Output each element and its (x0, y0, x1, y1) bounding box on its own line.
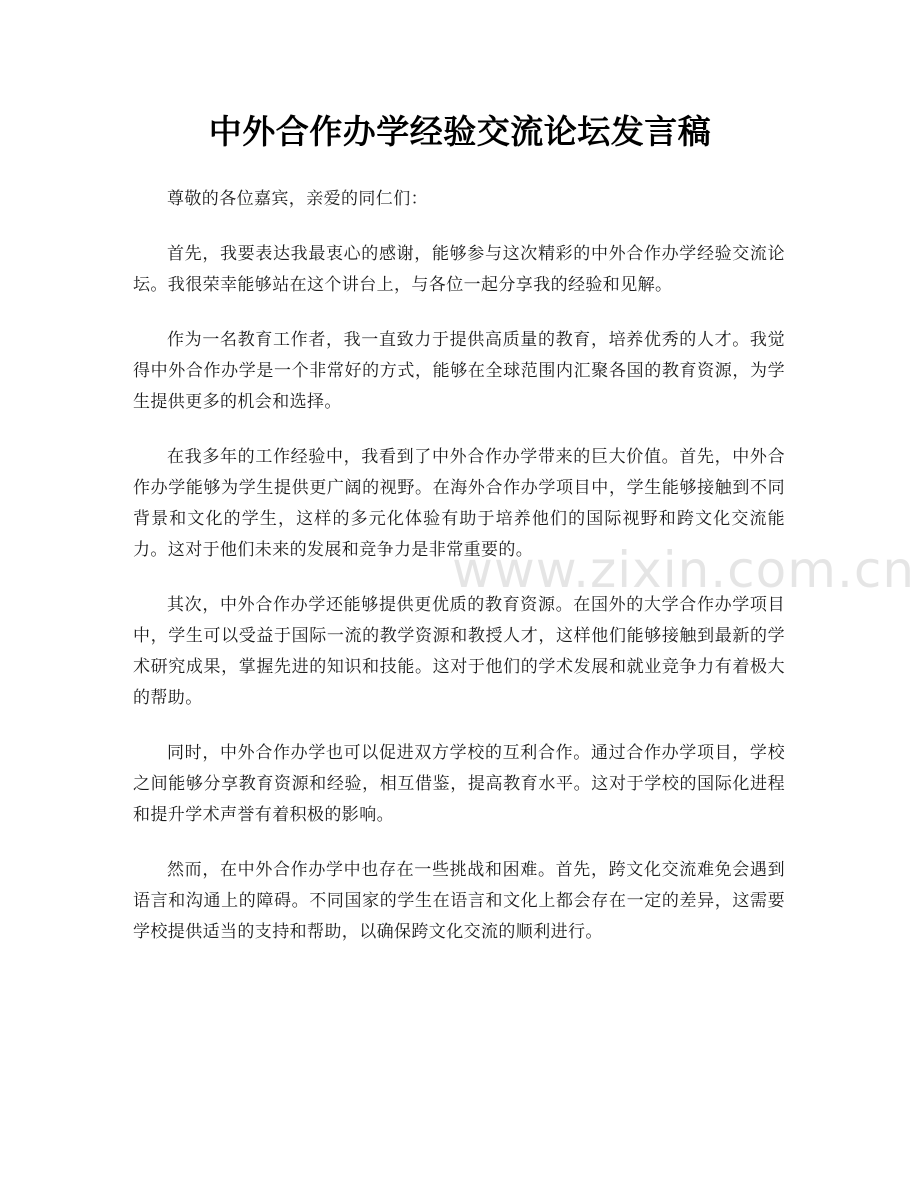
paragraph: 在我多年的工作经验中，我看到了中外合作办学带来的巨大价值。首先，中外合作办学能够为学生提供更广阔的视野。在海外合作办学项目中，学生能够接触到不同背景和文化的学生，这样的多元化体验有助于培养他们的国际视野和跨文化交流能力。这对于他们未来的发展和竞争力是非常重要的。 (133, 447, 785, 560)
paragraph: 其次，中外合作办学还能够提供更优质的教育资源。在国外的大学合作办学项目中，学生可以受益于国际一流的教学资源和教授人才，这样他们能够接触到最新的学术研究成果，掌握先进的知识和技能。这对于他们的学术发展和就业竞争力有着极大的帮助。 (133, 595, 785, 708)
paragraph-salutation: 尊敬的各位嘉宾，亲爱的同仁们： (167, 189, 428, 209)
document-title: 中外合作办学经验交流论坛发言稿 (208, 112, 712, 151)
watermark: www.zixin.com.cn (452, 541, 916, 599)
paragraph: 同时，中外合作办学也可以促进双方学校的互利合作。通过合作办学项目，学校之间能够分享教育资源和经验，相互借鉴，提高教育水平。这对于学校的国际化进程和提升学术声誉有着积极的影响。 (133, 743, 785, 825)
paragraph: 然而，在中外合作办学中也存在一些挑战和困难。首先，跨文化交流难免会遇到语言和沟通上的障碍。不同国家的学生在语言和文化上都会存在一定的差异，这需要学校提供适当的支持和帮助，以确保跨文化交流的顺利进行。 (133, 860, 785, 942)
paragraph: 作为一名教育工作者，我一直致力于提供高质量的教育，培养优秀的人才。我觉得中外合作办学是一个非常好的方式，能够在全球范围内汇聚各国的教育资源，为学生提供更多的机会和选择。 (133, 330, 785, 412)
paragraph: 首先，我要表达我最衷心的感谢，能够参与这次精彩的中外合作办学经验交流论坛。我很荣幸能够站在这个讲台上，与各位一起分享我的经验和见解。 (133, 244, 785, 295)
